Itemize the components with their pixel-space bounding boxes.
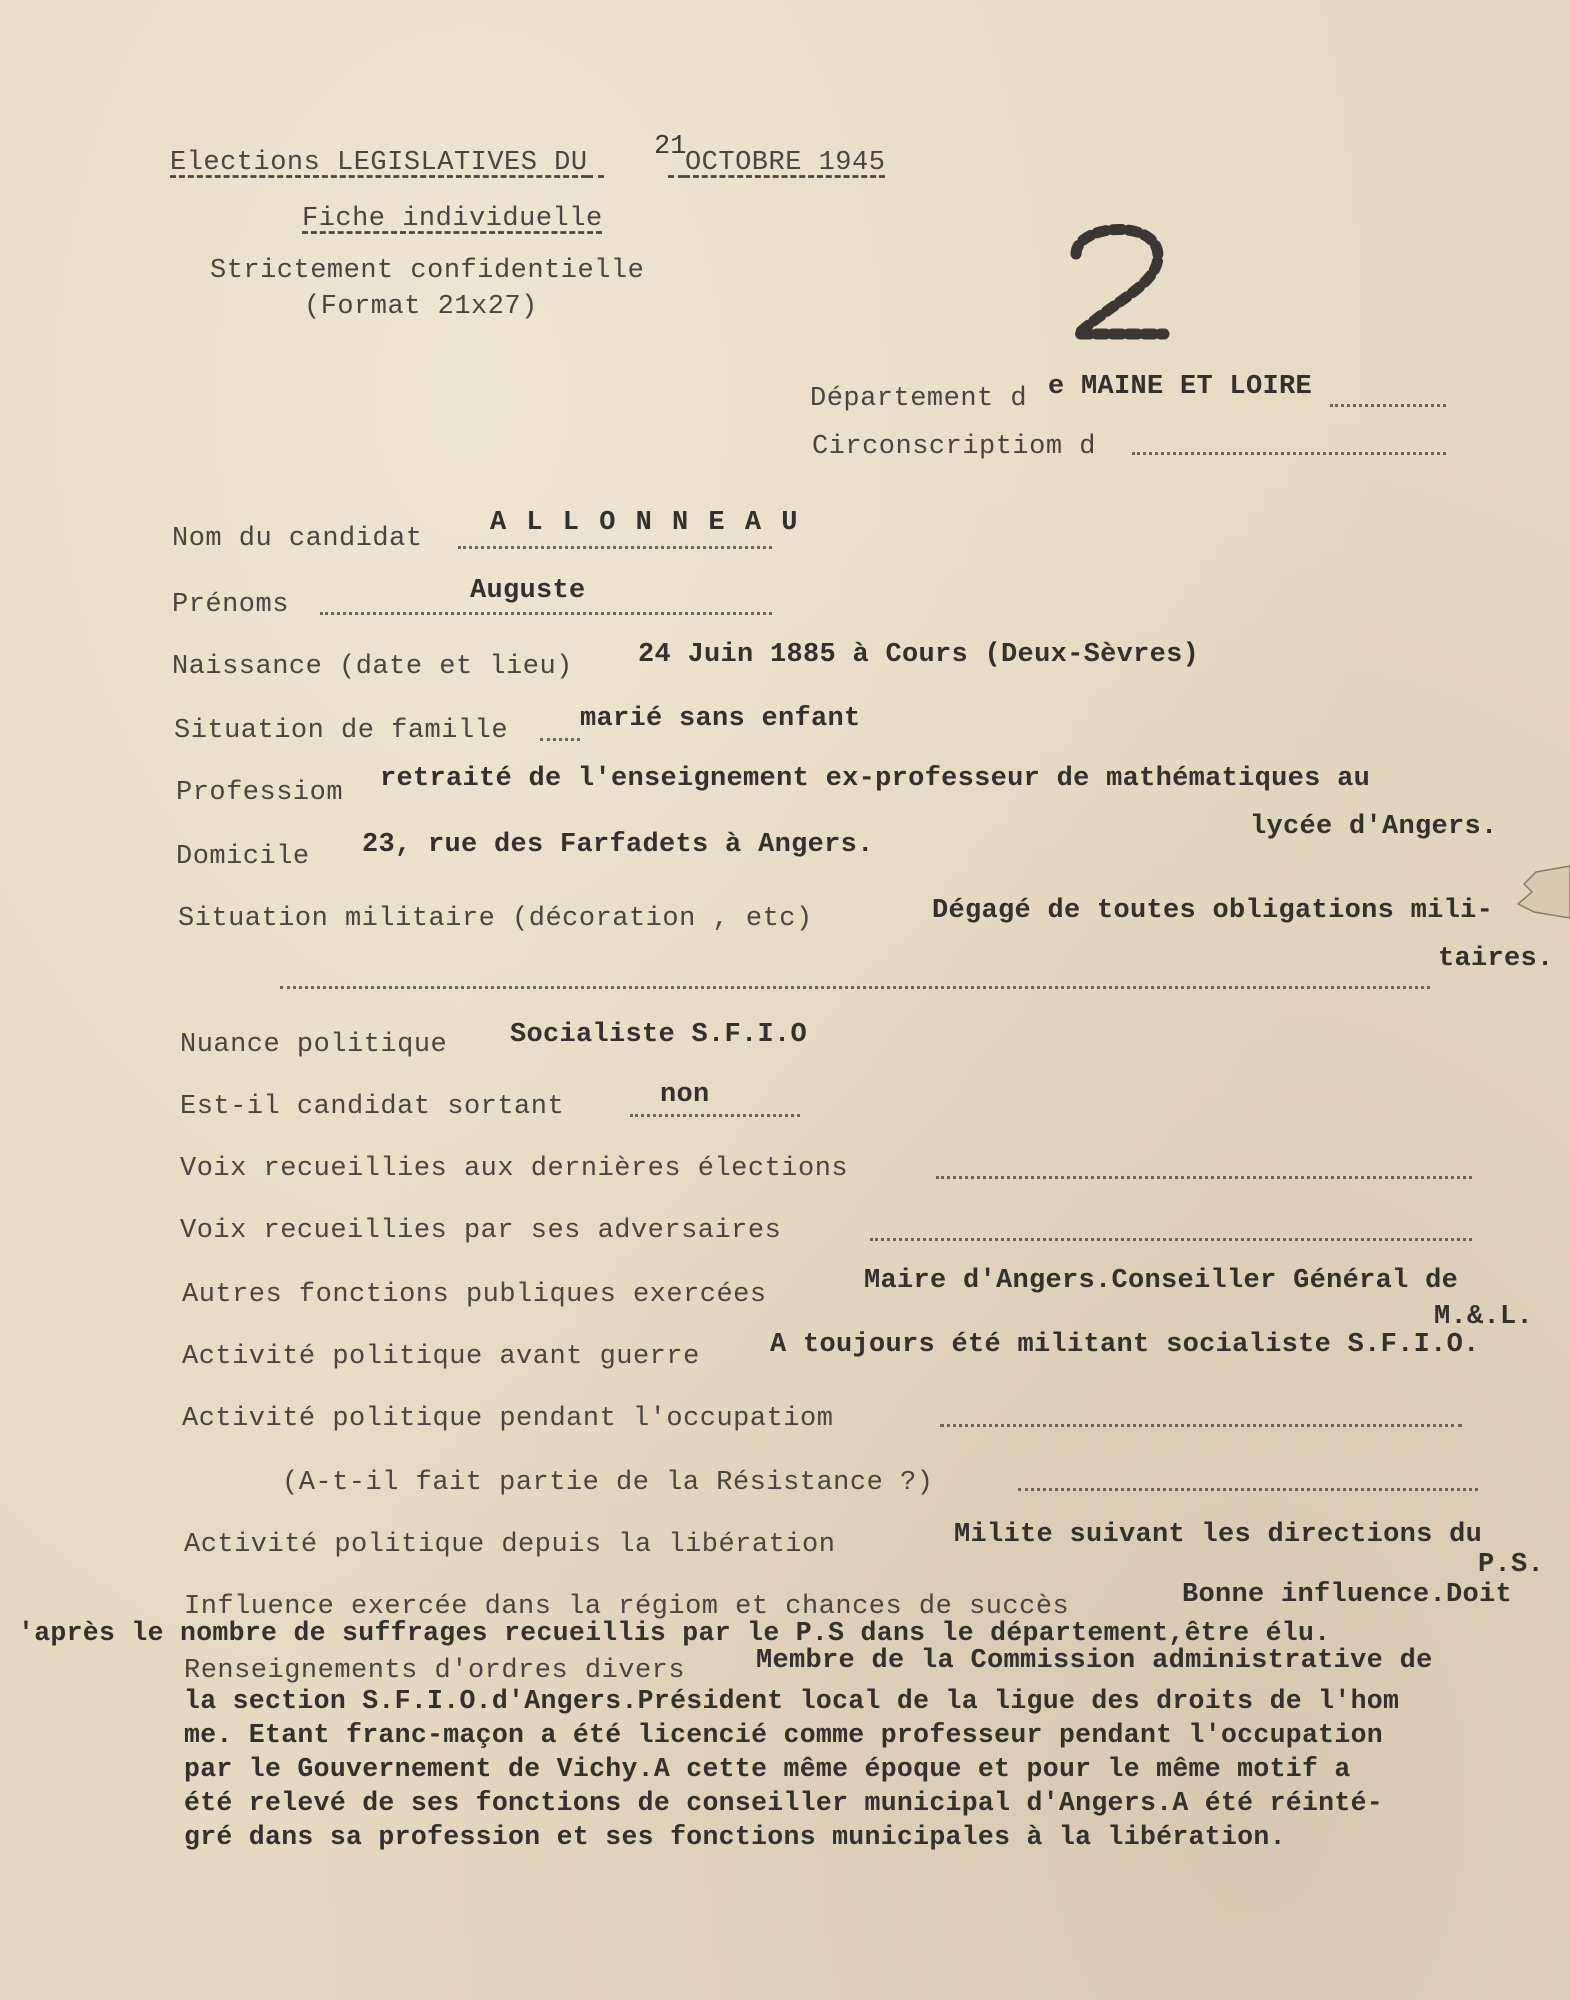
department-value: e MAINE ET LOIRE [1048,372,1313,402]
nuance-value: Socialiste S.F.I.O [510,1020,808,1050]
famille-label: Situation de famille [174,716,509,746]
avant-guerre-value: A toujours été militant socialiste S.F.I.O. [770,1330,1480,1360]
influence-label: Influence exercée dans la régiom et chances de succès [184,1592,1070,1622]
format-note: (Format 21x27) [304,292,538,322]
voix-dernieres-label: Voix recueillies aux dernières élections [180,1154,849,1184]
renseignements-line: gré dans sa profession et ses fonctions municipales à la libération. [184,1822,1286,1852]
nom-dots [458,546,772,549]
famille-dots [540,738,580,741]
militaire-value: Dégagé de toutes obligations mili- [932,896,1494,926]
domicile-value: 23, rue des Farfadets à Angers. [362,830,874,860]
profession-label: Professiom [176,778,344,808]
sortant-dots [630,1114,800,1117]
department-dots [1330,404,1446,407]
paper-tear-mark [1506,860,1570,924]
autres-fonctions-value: Maire d'Angers.Conseiller Général de [864,1266,1459,1296]
prenoms-value: Auguste [470,576,586,606]
resistance-label: (A-t-il fait partie de la Résistance ?) [282,1468,934,1498]
occupation-dots [940,1424,1462,1427]
renseignements-line: par le Gouvernement de Vichy.A cette même époque et pour le même motif a [184,1754,1351,1784]
nom-label: Nom du candidat [172,524,423,554]
militaire-value-2: taires. [1438,944,1554,974]
liberation-label: Activité politique depuis la libération [184,1530,836,1560]
voix-adversaires-label: Voix recueillies par ses adversaires [180,1216,782,1246]
profession-value-2: lycée d'Angers. [1250,812,1498,842]
autres-fonctions-label: Autres fonctions publiques exercées [182,1280,767,1310]
occupation-label: Activité politique pendant l'occupatiom [182,1404,834,1434]
elections-day: 21 [654,132,687,162]
avant-guerre-label: Activité politique avant guerre [182,1342,700,1372]
resistance-dots [1018,1488,1478,1491]
renseignements-line: été relevé de ses fonctions de conseiller municipal d'Angers.A été réinté- [184,1788,1383,1818]
naissance-label: Naissance (date et lieu) [172,652,573,682]
department-label: Département d [810,384,1028,414]
elections-month-year: OCTOBRE 1945 [684,148,886,178]
elections-title [170,148,885,178]
influence-value: Bonne influence.Doit [1182,1580,1513,1610]
renseignements-line: me. Etant franc-maçon a été licencié comme professeur pendant l'occupation [184,1720,1383,1750]
sortant-label: Est-il candidat sortant [180,1092,565,1122]
liberation-value-2: P.S. [1478,1550,1545,1580]
prenoms-dots [320,612,772,615]
voix-adversaires-dots [870,1238,1472,1241]
confidential-note: Strictement confidentielle [210,256,645,286]
circonscription-dots [1132,452,1446,455]
famille-value: marié sans enfant [580,704,861,734]
fiche-title: Fiche individuelle [302,204,603,234]
militaire-dots-line [280,986,1430,989]
page-number-mark [1058,212,1178,352]
profession-value: retraité de l'enseignement ex-professeur de mathématiques au [380,764,1371,794]
renseignements-label: Renseignements d'ordres divers [184,1656,686,1686]
circonscription-label: Circonscriptiom d [812,432,1096,462]
voix-dernieres-dots [936,1176,1472,1179]
renseignements-value: Membre de la Commission administrative de [756,1646,1433,1676]
domicile-label: Domicile [176,842,310,872]
nom-value: A L L O N N E A U [490,508,800,538]
nuance-label: Nuance politique [180,1030,448,1060]
renseignements-line: la section S.F.I.O.d'Angers.Président local de la ligue des droits de l'hom [184,1686,1400,1716]
prenoms-label: Prénoms [172,590,289,620]
militaire-label: Situation militaire (décoration , etc) [178,904,813,934]
liberation-value: Milite suivant les directions du [954,1520,1483,1550]
naissance-value: 24 Juin 1885 à Cours (Deux-Sèvres) [638,640,1200,670]
autres-fonctions-value-2: M.&.L. [1434,1302,1534,1332]
elections-prefix: Elections LEGISLATIVES DU [170,148,588,178]
influence-value-2: 'après le nombre de suffrages recueillis par le P.S dans le département,être élu. [18,1618,1331,1648]
sortant-value: non [660,1080,710,1110]
